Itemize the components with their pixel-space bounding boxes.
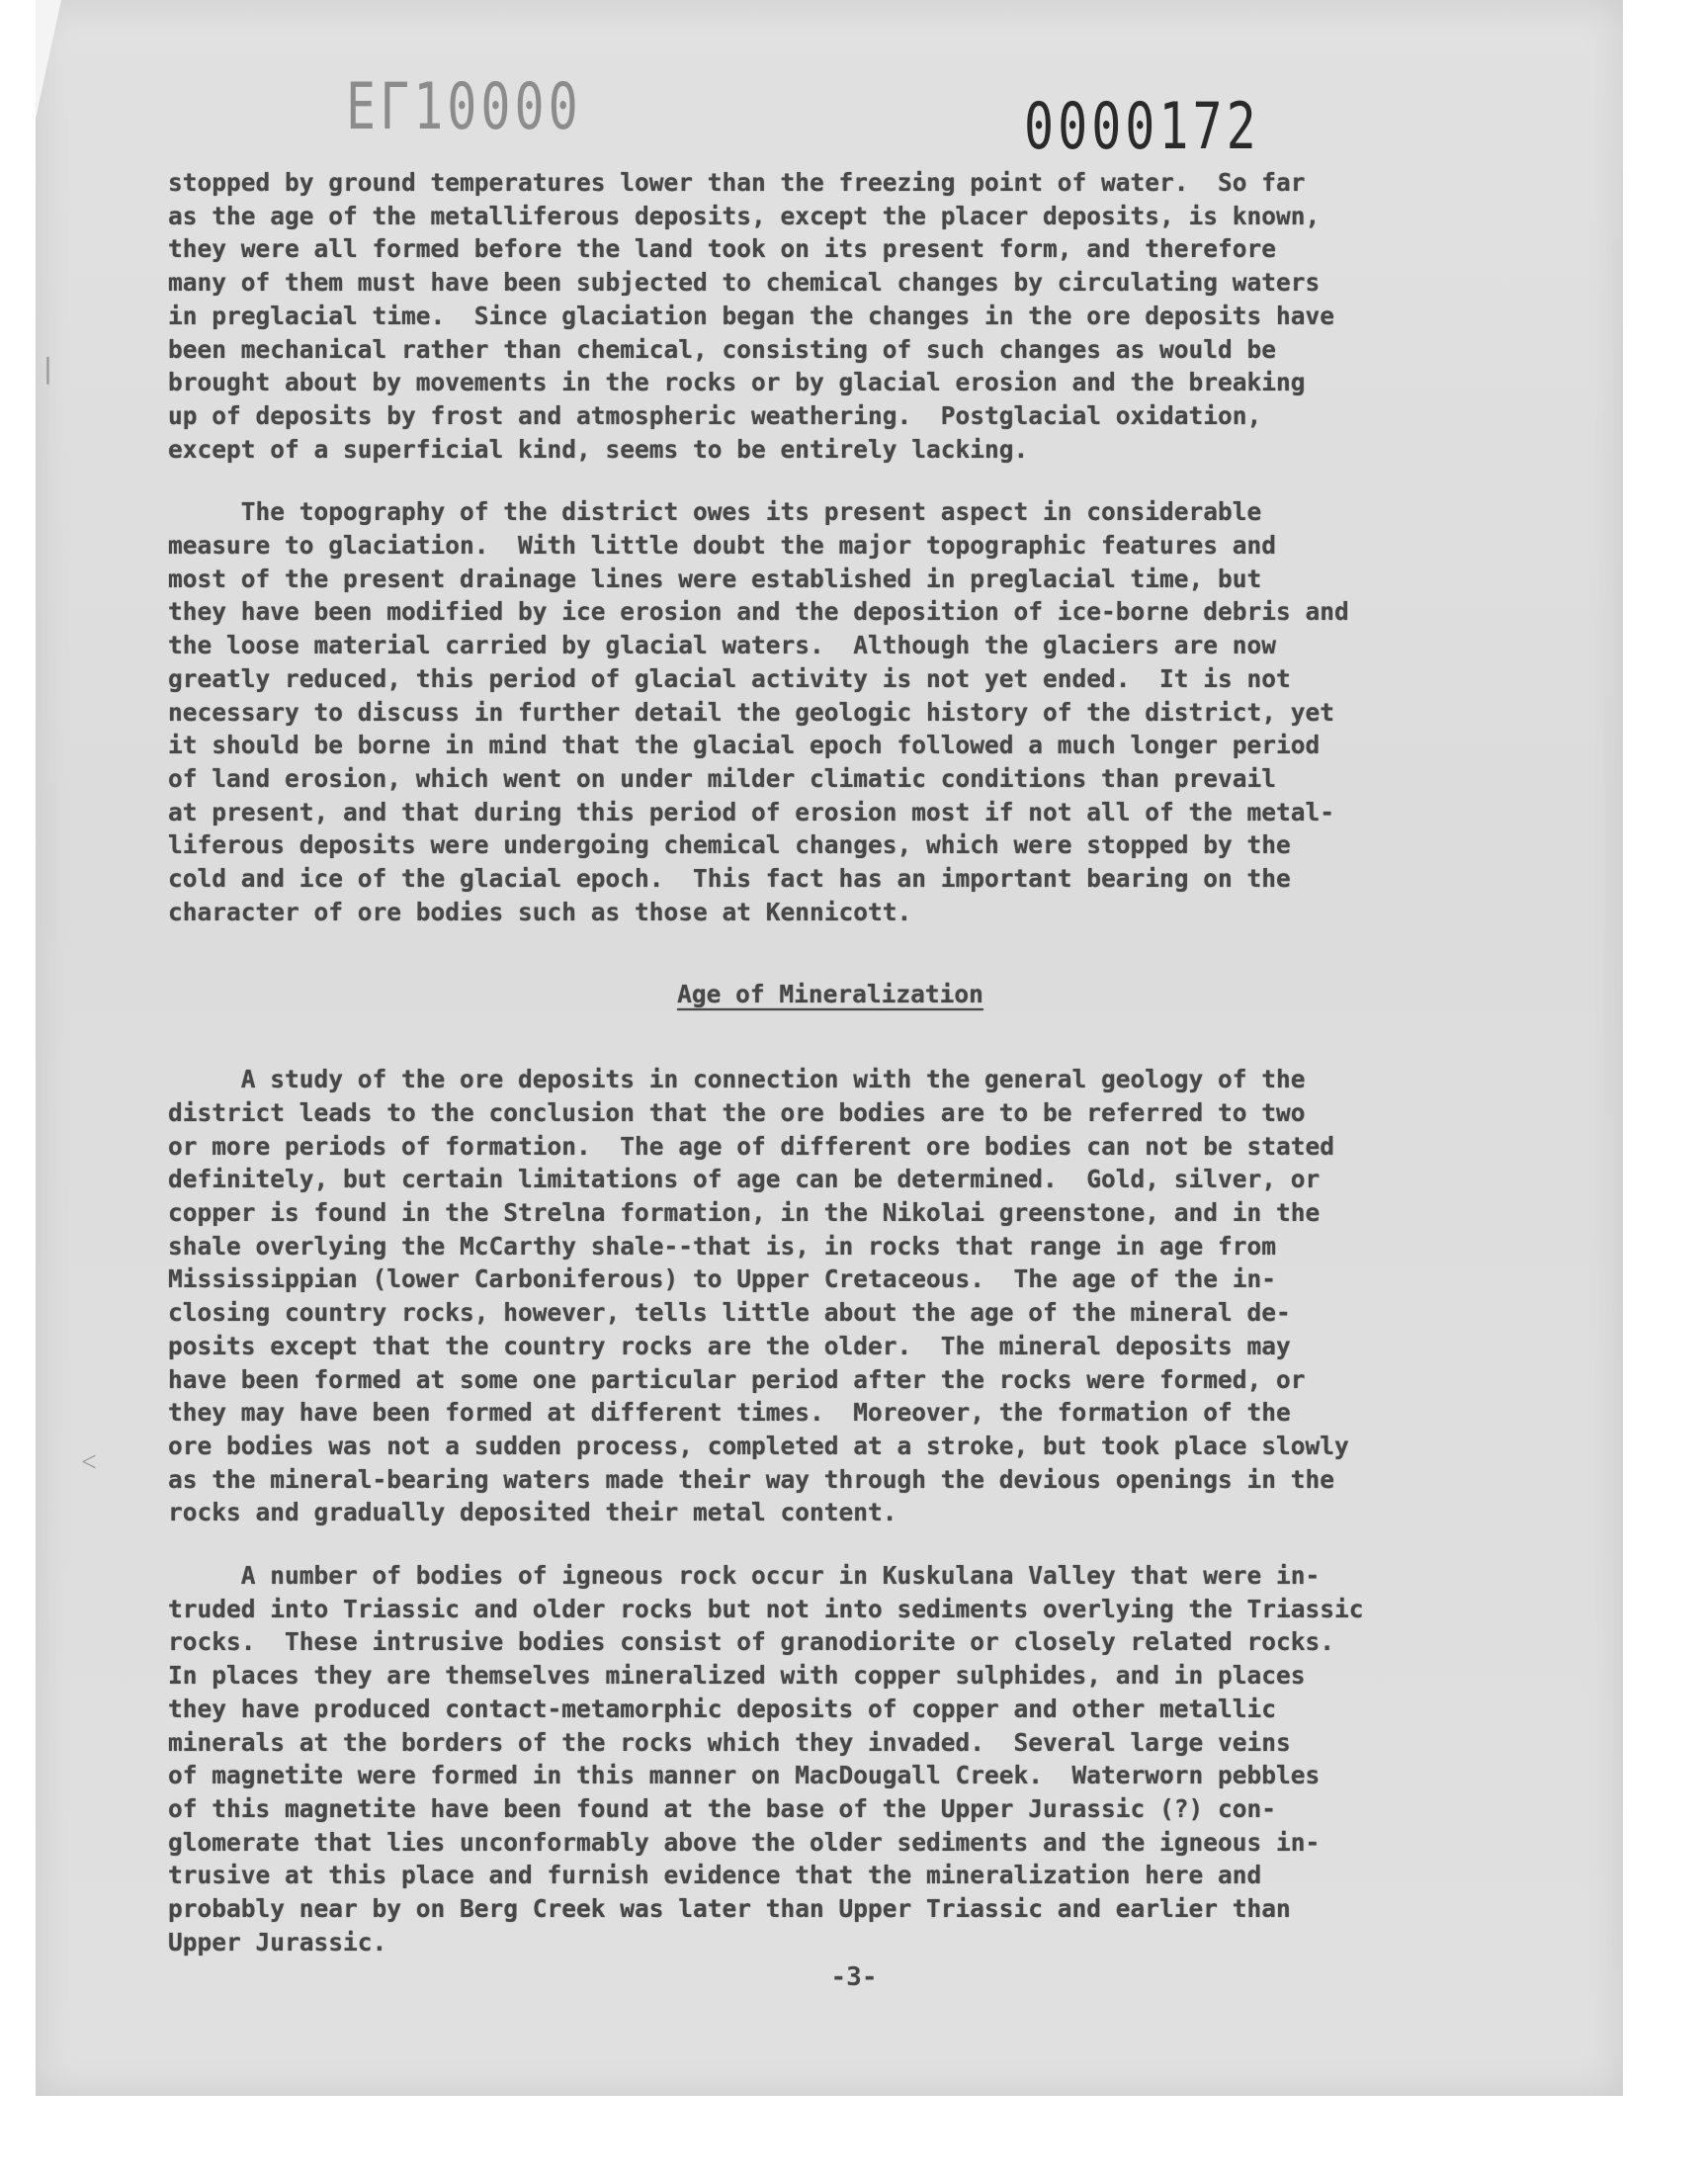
section-heading: [168, 978, 1493, 1011]
paragraph-igneous-rocks: A number of bodies of igneous rock occur in Kuskulana Valley that were in- truded into Triassic and older rocks but not into sediments overlying the Triassic rocks. These intrusive bodies consist of granodiorite or closely related rocks. In places they are themselves mineralized with copper sulphides, and in places they have produced contact-metamorphic deposits of copper and other metallic minerals at the borders of the rocks which they invaded. Several large veins of magnetite were formed in this manner on MacDougall Creek. Waterworn pebbles of this magnetite have been found at the base of the Upper Jurassic (?) con- glomerate that lies unconformably above the older sediments and the igneous in- trusive at this place and furnish evidence that the mineralization here and probably near by on Berg Creek was later than Upper Triassic and earlier than Upper Jurassic.: [168, 1561, 1364, 1957]
document-id-stamp-left: EΓ10000: [346, 69, 582, 144]
page-number: -3-: [830, 1962, 878, 1992]
document-id-stamp-right: 0000172: [1024, 89, 1260, 164]
margin-mark: ˂: [81, 1445, 97, 1478]
paragraph-study-of-deposits: A study of the ore deposits in connection with the general geology of the district leads to the conclusion that the ore bodies are to be referred to two or more periods of formation. The age of different ore bodies can not be stated definitely, but certain limitations of age can be determined. Gold, silver, or copper is found in the Strelna formation, in the Nikolai greenstone, and in the shale overlying the McCarthy shale--that is, in rocks that range in age from Mississippian (lower Carboniferous) to Upper Cretaceous. The age of the in- closing country rocks, however, tells little about the age of the mineral de- posits except that the country rocks are the older. The mineral deposits may have been formed at some one particular period after the rocks were formed, or they may have been formed at different times. Moreover, the formation of the ore bodies was not a sudden process, completed at a stroke, but took place slowly as the mineral-bearing waters made their way through the devious openings in the rocks and gradually deposited their metal content.: [168, 1065, 1349, 1527]
paragraph-topography: The topography of the district owes its present aspect in considerable measure to glaciation. With little doubt the major topographic features and most of the present drainage lines were established in preglacial time, but they have been modified by ice erosion and the deposition of ice-borne debris and the loose material carried by glacial waters. Although the glaciers are now greatly reduced, this period of glacial activity is not yet ended. It is not necessary to discuss in further detail the geologic history of the district, yet it should be borne in mind that the glacial epoch followed a much longer period of land erosion, which went on under milder climatic conditions than prevail at present, and that during this period of erosion most if not all of the metal- liferous deposits were undergoing chemical changes, which were stopped by the cold and ice of the glacial epoch. This fact has an important bearing on the character of ore bodies such as those at Kennicott.: [168, 497, 1349, 926]
section-heading-text: Age of Mineralization: [677, 980, 983, 1009]
folded-corner: [36, 0, 61, 119]
margin-mark: |: [40, 352, 56, 385]
paragraph-glacial-conditions: stopped by ground temperatures lower than the freezing point of water. So far as the age of the metalliferous deposits, except the placer deposits, is known, they were all formed before the land took on its present form, and therefore many of them must have been subjected to chemical changes by circulating waters in preglacial time. Since glaciation began the changes in the ore deposits have been mechanical rather than chemical, consisting of such changes as would be brought about by movements in the rocks or by glacial erosion and the breaking up of deposits by frost and atmospheric weathering. Postglacial oxidation, except of a superficial kind, seems to be entirely lacking.: [168, 168, 1335, 464]
document-body: [168, 166, 1572, 1988]
